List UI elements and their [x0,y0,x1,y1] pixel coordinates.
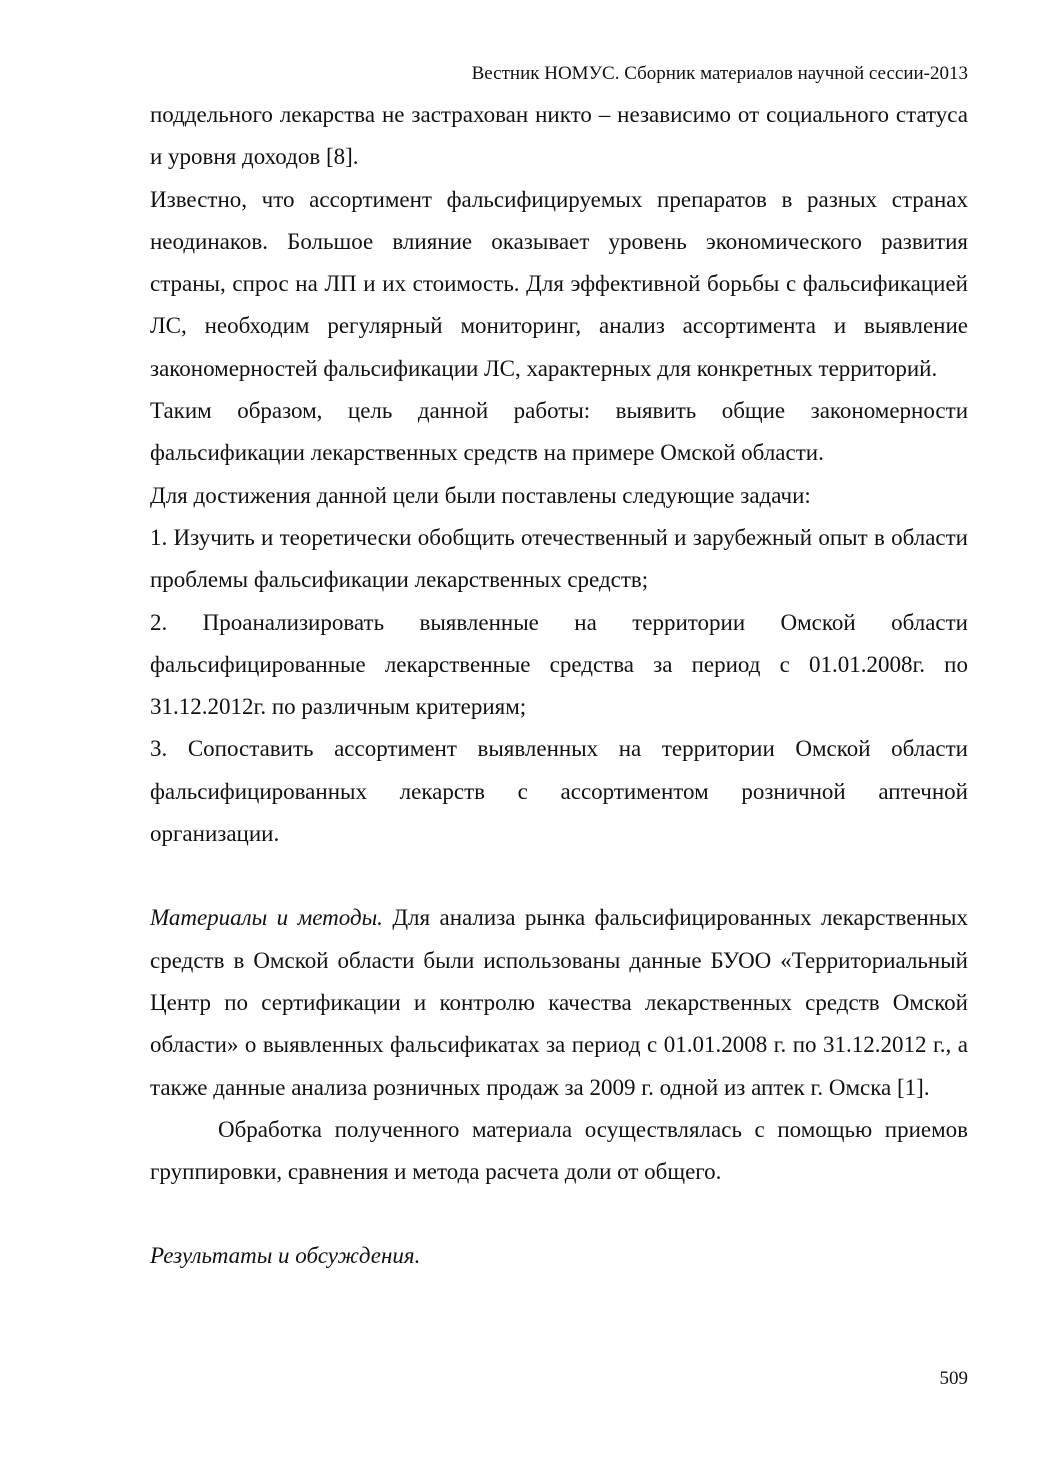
paragraph-processing: Обработка полученного материала осуществлялась с помощью приемов группировки, сравнения и метода расчета доли от общего. [150,1116,968,1185]
section-heading-results: Результаты и обсуждения. [150,1243,421,1269]
paragraph-tasks-intro: Для достижения данной цели были поставлены следующие задачи: [150,482,811,508]
paragraph-intro-continuation: поддельного лекарства не застрахован никто – независимо от социального статуса и уровня доходов [8]. [150,102,968,170]
paragraph-assortment: Известно, что ассортимент фальсифицируемых препаратов в разных странах неодинаков. Большое влияние оказывает уровень экономического развития страны, спрос на ЛП и их стоимость. Для эффективной борьбы с фальсификацией ЛС, необходим регулярный мониторинг, анализ ассортимента и выявление закономерностей фальсификации ЛС, характерных для конкретных территорий. [150,186,968,381]
methods-lead: Материалы и методы. [150,905,383,931]
paragraph-spacer [150,855,968,897]
paragraph-methods [150,897,968,1108]
page-number: 509 [939,1368,968,1389]
running-header: Вестник НОМУС. Сборник материалов научной сессии-2013 [471,63,968,84]
paragraph-spacer [150,1193,968,1235]
task-item-2: 2. Проанализировать выявленные на территории Омской области фальсифицированные лекарственные средства за период с 01.01.2008г. по 31.12.2012г. по различным критериям; [150,609,968,720]
task-item-3: 3. Сопоставить ассортимент выявленных на территории Омской области фальсифицированных лекарств с ассортиментом розничной аптечной организации. [150,736,968,847]
paragraph-goal: Таким образом, цель данной работы: выявить общие закономерности фальсификации лекарственных средств на примере Омской области. [150,398,968,466]
task-item-1: 1. Изучить и теоретически обобщить отечественный и зарубежный опыт в области проблемы фальсификации лекарственных средств; [150,524,968,593]
methods-text: Для анализа рынка фальсифицированных лекарственных средств в Омской области были использованы данные БУОО «Территориальный Центр по сертификации и контролю качества лекарственных средств Омской области» о выявленных фальсификатах за период с 01.01.2008 г. по 31.12.2012 г., а также данные анализа розничных продаж за 2009 г. одной из аптек г. Омска [1]. [150,905,968,1100]
body-text [150,94,968,1278]
